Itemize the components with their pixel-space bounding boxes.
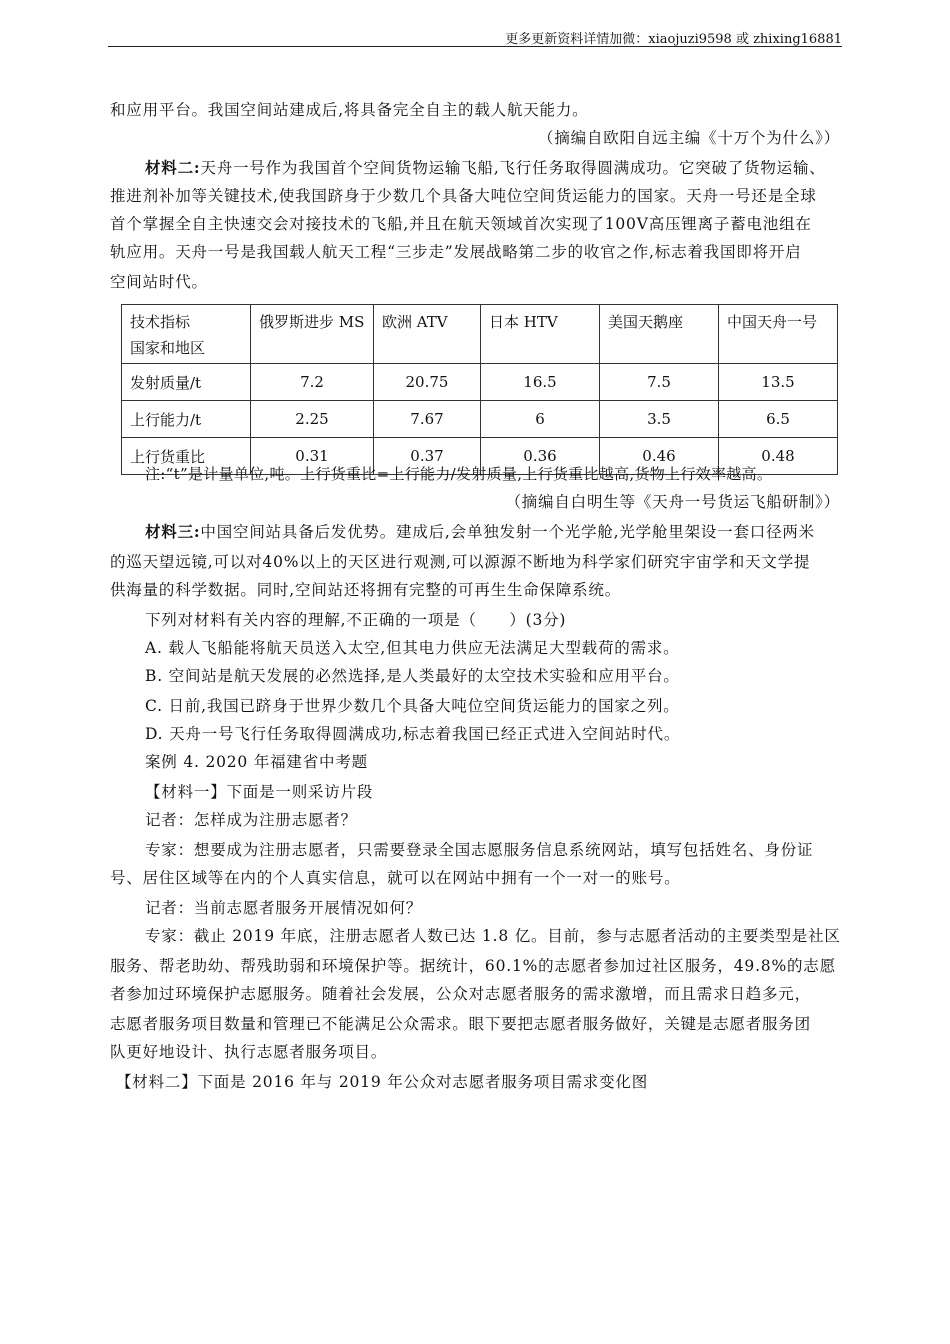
source-citation: （摘编自白明生等《天舟一号货运飞船研制》） xyxy=(505,493,840,511)
paragraph-line: 轨应用。天舟一号是我国载人航天工程“三步走”发展战略第二步的收官之作,标志着我国即将开启 xyxy=(110,243,802,261)
interview-answer: 专家：截止 2019 年底，注册志愿者人数已达 1.8 亿。目前，参与志愿者活动的主要类型是社区 xyxy=(145,927,841,945)
column-header: 日本 HTV xyxy=(481,305,600,364)
row-label: 上行货重比 xyxy=(122,438,251,475)
table-cell: 0.36 xyxy=(481,438,600,475)
column-header: 俄罗斯进步 MS xyxy=(251,305,374,364)
corner-label-top: 技术指标 xyxy=(130,313,191,331)
header-contact-text: 更多更新资料详情加微：xiaojuzi9598 或 zhixing16881 xyxy=(505,32,842,47)
paragraph-line: 队更好地设计、执行志愿者服务项目。 xyxy=(110,1043,388,1061)
case-heading: 案例 4. 2020 年福建省中考题 xyxy=(145,753,368,771)
material-two-label: 材料二: xyxy=(145,158,201,177)
table-cell: 0.46 xyxy=(600,438,719,475)
corner-label-bottom: 国家和地区 xyxy=(130,339,206,357)
table-corner-cell xyxy=(122,305,251,364)
question-stem: 下列对材料有关内容的理解,不正确的一项是（ ）(3分) xyxy=(145,611,567,629)
paragraph-line: 推进剂补加等关键技术,使我国跻身于少数几个具备大吨位空间货运能力的国家。天舟一号还是全球 xyxy=(110,187,817,205)
table-note: 注:“t”是计量单位,吨。上行货重比=上行能力/发射质量,上行货重比越高,货物上行效率越高。 xyxy=(145,465,773,483)
table-cell: 6.5 xyxy=(719,401,838,438)
table-cell: 2.25 xyxy=(251,401,374,438)
paragraph-line: 供海量的科学数据。同时,空间站还将拥有完整的可再生生命保障系统。 xyxy=(110,581,622,599)
paragraph-line: 服务、帮老助幼、帮残助弱和环境保护等。据统计，60.1%的志愿者参加过社区服务，49.8%的志愿 xyxy=(110,957,836,975)
option-a: A. 载人飞船能将航天员送入太空,但其电力供应无法满足大型载荷的需求。 xyxy=(145,639,680,657)
table-cell: 0.31 xyxy=(251,438,374,475)
source-citation: （摘编自欧阳自远主编《十万个为什么》） xyxy=(538,129,840,147)
option-b: B. 空间站是航天发展的必然选择,是人类最好的太空技术实验和应用平台。 xyxy=(145,667,680,685)
interview-answer: 专家：想要成为注册志愿者，只需要登录全国志愿服务信息系统网站，填写包括姓名、身份证 xyxy=(145,841,814,859)
table-cell: 7.2 xyxy=(251,364,374,401)
table-cell: 16.5 xyxy=(481,364,600,401)
table-row xyxy=(122,401,838,438)
material-three-line xyxy=(145,518,840,546)
paragraph-line: 的巡天望远镜,可以对40%以上的天区进行观测,可以源源不断地为科学家们研究宇宙学和天文学提 xyxy=(110,553,811,571)
material-two-text: 天舟一号作为我国首个空间货物运输飞船,飞行任务取得圆满成功。它突破了货物运输、 xyxy=(200,159,826,177)
interview-question: 记者：当前志愿者服务开展情况如何？ xyxy=(145,899,423,917)
column-header: 欧洲 ATV xyxy=(374,305,481,364)
paragraph-line: 空间站时代。 xyxy=(110,273,208,291)
row-label: 上行能力/t xyxy=(122,401,251,438)
row-label: 发射质量/t xyxy=(122,364,251,401)
column-header: 美国天鹅座 xyxy=(600,305,719,364)
table-cell: 7.5 xyxy=(600,364,719,401)
table-cell: 13.5 xyxy=(719,364,838,401)
page-header xyxy=(108,22,842,47)
table-cell: 7.67 xyxy=(374,401,481,438)
table-cell: 6 xyxy=(481,401,600,438)
table-cell: 0.48 xyxy=(719,438,838,475)
paragraph-line: 和应用平台。我国空间站建成后,将具备完全自主的载人航天能力。 xyxy=(110,101,589,119)
table-row xyxy=(122,364,838,401)
table-cell: 0.37 xyxy=(374,438,481,475)
material-three-label: 材料三: xyxy=(145,522,201,541)
paragraph-line: 者参加过环境保护志愿服务。随着社会发展，公众对志愿者服务的需求激增，而且需求日趋多元， xyxy=(110,985,811,1003)
table-cell: 20.75 xyxy=(374,364,481,401)
table-header-row xyxy=(122,305,838,364)
material-one-heading: 【材料一】下面是一则采访片段 xyxy=(145,783,374,801)
paragraph-line: 首个掌握全自主快速交会对接技术的飞船,并且在航天领域首次实现了100V高压锂离子蓄电池组在 xyxy=(110,215,812,233)
column-header: 中国天舟一号 xyxy=(719,305,838,364)
table-cell: 3.5 xyxy=(600,401,719,438)
material-two-heading: 【材料二】下面是 2016 年与 2019 年公众对志愿者服务项目需求变化图 xyxy=(116,1073,649,1091)
spacecraft-comparison-table xyxy=(121,304,838,475)
paragraph-line: 志愿者服务项目数量和管理已不能满足公众需求。眼下要把志愿者服务做好，关键是志愿者服务团 xyxy=(110,1015,811,1033)
option-c: C. 日前,我国已跻身于世界少数几个具备大吨位空间货运能力的国家之列。 xyxy=(145,697,680,715)
paragraph-line: 号、居住区域等在内的个人真实信息，就可以在网站中拥有一个一对一的账号。 xyxy=(110,869,681,887)
interview-question: 记者：怎样成为注册志愿者？ xyxy=(145,811,357,829)
material-three-text: 中国空间站具备后发优势。建成后,会单独发射一个光学舱,光学舱里架设一套口径两米 xyxy=(200,523,815,541)
option-d: D. 天舟一号飞行任务取得圆满成功,标志着我国已经正式进入空间站时代。 xyxy=(145,725,681,743)
material-two-line xyxy=(145,154,840,182)
